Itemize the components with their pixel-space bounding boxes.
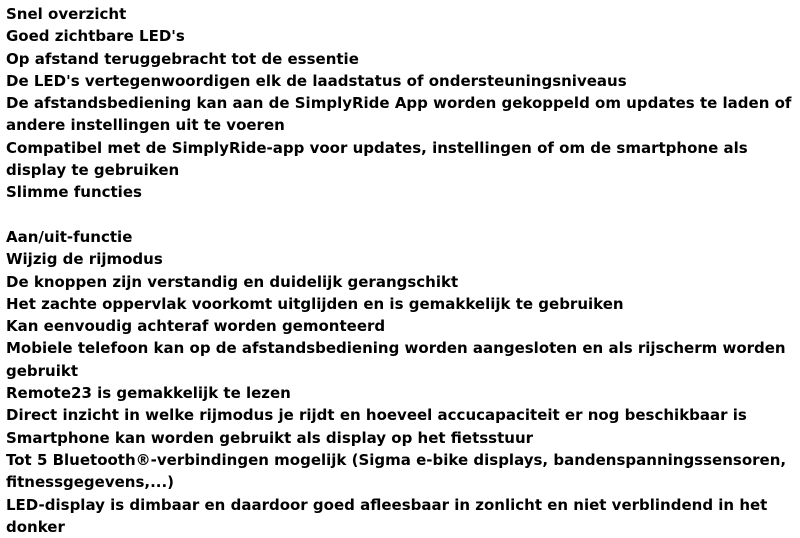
text-line: Tot 5 Bluetooth®-verbindingen mogelijk (Sigma e-bike displays, bandenspanningssensoren, fitnessgegevens,...) [6, 450, 787, 492]
text-line: Compatibel met de SimplyRide-app voor updates, instellingen of om de smartphone als display te gebruiken [6, 138, 748, 180]
text-line: Remote23 is gemakkelijk te lezen [6, 384, 291, 403]
text-line: Smartphone kan worden gebruikt als display op het fietsstuur [6, 428, 534, 447]
text-line: Snel overzicht [6, 5, 127, 23]
text-line: Aan/uit-functie [6, 227, 133, 246]
text-line: Op afstand teruggebracht tot de essentie [6, 49, 359, 68]
text-line: Het zachte oppervlak voorkomt uitglijden en is gemakkelijk te gebruiken [6, 294, 624, 313]
text-line: De afstandsbediening kan aan de SimplyRide App worden gekoppeld om updates te laden of andere instellingen uit te voeren [6, 94, 792, 135]
text-line: Mobiele telefoon kan op de afstandsbediening worden aangesloten en als rijscherm worden gebruikt [6, 339, 786, 380]
text-line: De LED's vertegenwoordigen elk de laadstatus of ondersteuningsniveaus [6, 71, 627, 90]
text-line: Kan eenvoudig achteraf worden gemonteerd [6, 317, 386, 336]
document-body [6, 3, 796, 538]
text-line: Wijzig de rijmodus [6, 250, 163, 269]
blank-line [6, 204, 796, 226]
text-line: Slimme functies [6, 183, 142, 202]
text-line: LED-display is dimbaar en daardoor goed afleesbaar in zonlicht en niet verblindend in het donker [6, 495, 768, 536]
text-line: Direct inzicht in welke rijmodus je rijdt en hoeveel accucapaciteit er nog beschikbaar is [6, 406, 747, 425]
text-line: Goed zichtbare LED's [6, 27, 185, 46]
text-line: De knoppen zijn verstandig en duidelijk gerangschikt [6, 272, 459, 291]
